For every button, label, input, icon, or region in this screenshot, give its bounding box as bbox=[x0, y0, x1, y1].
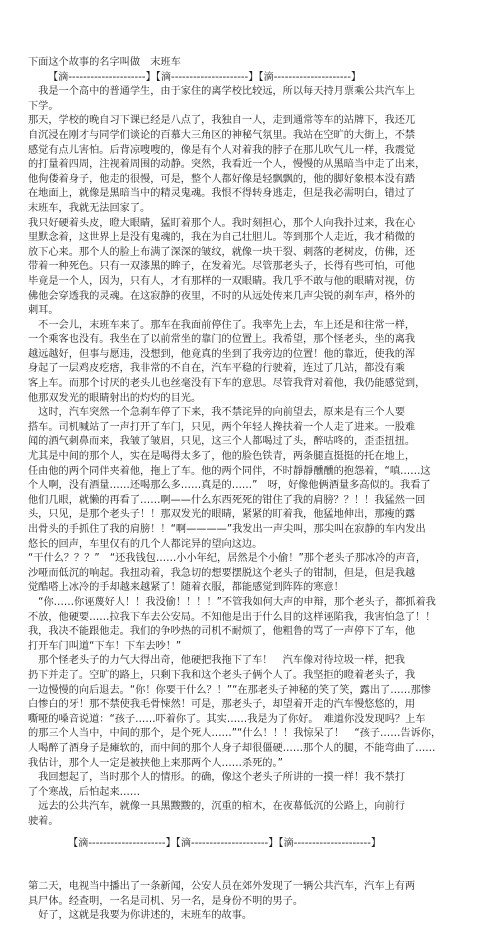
paragraph bbox=[28, 880, 474, 909]
text-line: 人喝醉了酒身子是瘫软的，而中间的那个人身子却很僵硬……那个人的腿，不能弯曲了…… bbox=[28, 742, 436, 754]
text-line: 扔下并走了。空旷的路上，只剩下我和这个老头子俩个人了。我坚拒的瞪着老头子，我 bbox=[28, 669, 416, 681]
text-line: 好了，这就是我要为你讲述的，末班车的故事。 bbox=[28, 910, 253, 922]
paragraph bbox=[28, 909, 474, 924]
paragraph bbox=[28, 800, 474, 829]
text-line: 客上车。而那个讨厌的老头儿也丝毫没有下车的意思。尽管我背对着他，我仍能感觉到， bbox=[28, 378, 426, 390]
text-line: 一个乘客也没有。我坐在了以前常坐的靠门的位置上。我希望，那个怪老头，坐的离我 bbox=[28, 334, 416, 346]
paragraph bbox=[28, 654, 474, 771]
paragraph bbox=[28, 85, 474, 114]
paragraph bbox=[28, 771, 474, 800]
text-line: 身起了一层鸡皮疙瘩，我非常的不自在，汽车平稳的行驶着，连过了几站，都没有乘 bbox=[28, 363, 405, 375]
text-line: 这时，汽车突然一个急刹车停了下来，我不禁诧异的向前望去，原来是有三个人要 bbox=[28, 407, 405, 419]
text-line: 刺耳。 bbox=[28, 305, 59, 317]
text-line: 沙哑而低沉的响起。我扭动着，我急切的想要摆脱这个老头子的钳制，但是，但是我越 bbox=[28, 567, 416, 579]
text-line: 里默念着，这世界上是没有鬼魂的，我在为自己壮胆儿。等到那个人走近，我才稍微的 bbox=[28, 232, 416, 244]
text-line: 驶着。 bbox=[28, 815, 59, 827]
text-line: 任由他的两个同伴夹着他，拖上了车。他的两个同伴，不时靜靜醺醺的抱怨着，“嗔……这 bbox=[28, 465, 431, 477]
text-line: 佛他会穿透我的灵魂。在这寂静的夜里，不时的从远处传来几声尖锐的刹车声，格外的 bbox=[28, 290, 416, 302]
text-line: 自沉浸在刚才与同学们谈论的百慕大三角区的神秘气氛里。我站在空旷的大街上，不禁 bbox=[28, 129, 416, 141]
text-line: 嘶哑的嗓音说道：“孩子……吓着你了。其实……我是为了你好。 难道你没发现吗？上车 bbox=[28, 713, 426, 725]
separator-top: 【滴---------------------】【滴---------------------】【滴---------------------】 bbox=[48, 71, 362, 83]
text-line: 远去的公共汽车，就像一具黑黢黢的，沉重的棺木，在夜幕低沉的公路上，向前行 bbox=[28, 801, 405, 813]
text-line: 个人啊，没有酒量……还喝那么多……真是的……” 呀，好像他俩酒量多高似的。我看了 bbox=[28, 480, 431, 492]
text-line: 头，只见，是那个老头子！！那双发光的眼睛，紧紧的盯着我，他猛地伸出，那瘦的露 bbox=[28, 509, 416, 521]
text-line: “你……你诬蔑好人！！我没偷！！！！”不管我如何大声的申辩，那个老头子，都抓着我 bbox=[28, 596, 436, 608]
text-line: “干什么？？？” “还我钱包……小小年纪，居然是个小偷！”那个老头子那冰冷的声音， bbox=[28, 553, 427, 565]
text-line: 我只好硬着头皮，瞪大眼睛，猛盯着那个人。我时刻担心，那个人向我扑过来，我在心 bbox=[28, 217, 416, 229]
text-line: 我估计，那个人一定是被挟他上来那两个人……杀死的。” bbox=[28, 757, 283, 769]
paragraph bbox=[28, 552, 474, 596]
text-line: 一边慢慢的向后退去。“你！你要干什么？！”“在那老头子神秘的笑了笑，露出了……那惨 bbox=[28, 684, 431, 696]
paragraph bbox=[28, 217, 474, 319]
text-line: 他那双发光的眼睛射出的灼灼的目光。 bbox=[28, 392, 202, 404]
text-line: 出骨头的手抓住了我的肩膀！！“啊————”我发出一声尖叫，那尖叫在寂静的车内发出 bbox=[28, 524, 426, 535]
text-line: 打开车门叫道“下车！下车去吵！” bbox=[28, 640, 182, 652]
text-line: 毕竟是一个人，因为，只有人，才有那样的一双眼睛。我几乎不敢与他的眼睛对视，仿 bbox=[28, 275, 416, 287]
text-line: 白惨白的牙！那不禁使我毛骨悚然！可是，那老头子，却望着开走的汽车慢悠悠的，用 bbox=[28, 699, 416, 711]
text-line: 的打量着四周，注视着周围的动静。突然，我看近一个人，慢慢的从黑暗当中走了出来， bbox=[28, 159, 426, 171]
text-line: 具尸体。经查明，一名是司机、另一名，是身份不明的男子。 bbox=[28, 895, 304, 907]
text-line: 感觉有点儿害怕。后背凉嗖嗖的，像是有个人对着我的脖子在那儿吹气儿一样，我震觉 bbox=[28, 144, 416, 156]
text-line: 越远越好，但事与愿违，没想到，他竟真的坐到了我旁边的位置！他的靠近，使我的浑 bbox=[28, 348, 416, 360]
text-line: 尤其是中间的那个人，实在是喝得太多了，他的脸色铁青，两条腿直挺挺的托在地上， bbox=[28, 451, 416, 463]
text-line: 我是一个高中的普通学生，由于家住的离学校比较远，所以每天持月票乘公共汽车上 bbox=[28, 86, 416, 98]
text-line: 觉酷嗒上冰冷的手却越来越紧了！随着衣服，都能感觉到阵阵的寒意！ bbox=[28, 582, 344, 594]
text-line: 放下心来。那个人的脸上布满了深深的皱纹，就像一块干裂、刺落的老树皮，仿佛，还 bbox=[28, 246, 416, 258]
text-line: 我，我决不能跟他走。我们的争吵热的司机不耐烦了，他粗鲁的骂了一声停下了车，他 bbox=[28, 626, 416, 638]
text-line: 我回想起了，当时那个人的情形。的确，像这个老头子所讲的一摸一样！我不禁打 bbox=[28, 772, 405, 784]
text-line: 下学。 bbox=[28, 100, 59, 112]
text-line: 了个寒战，后怕起来…… bbox=[28, 786, 141, 798]
text-line: 闻的酒气刺鼻而来，我皱了皱眉，只见，这三个人都喝过了头，醉咕咚的，歪歪扭扭。 bbox=[28, 436, 416, 448]
text-line: 的那三个人当中，中间的那个，是个死人……”“什么！！！我惊呆了！ “孩子……告诉你， bbox=[28, 728, 442, 740]
separator-bottom: 【滴---------------------】【滴---------------------】【滴---------------------】 bbox=[68, 838, 382, 850]
paragraph bbox=[28, 596, 474, 654]
text-line: 末班车，我就无法回家了。 bbox=[28, 202, 151, 214]
text-line: 那个怪老头子的力气大得出奇，他硬把我拖下了车！ 汽车像对待垃圾一样，把我 bbox=[28, 655, 405, 667]
text-line: 他们几眼，就懒的再看了……啊——什么东西死死的钳住了我的肩膀？？！！我猛然一回 bbox=[28, 494, 426, 506]
paragraph bbox=[28, 319, 474, 407]
text-line: 搭车。司机喊站了一声打开了车门，只见，两个年轻人搀扶着一个人走了进来。一股难 bbox=[28, 421, 416, 433]
text-line: 带着一种死色。只有一双漆黑的眸子，在发着光。尽管那老头子，长得有些可怕，可他 bbox=[28, 261, 416, 273]
text-line: 第二天，电视当中播出了一条新闻，公安人员在郊外发现了一辆公共汽车，汽车上有两 bbox=[28, 881, 416, 893]
text-line: 不放，他硬要……拉我下车去公安局。不知他是出于什么目的这样诬陷我，我害怕急了！！ bbox=[28, 611, 436, 623]
text-line: 在地面上，就像是黑暗当中的精灵鬼魂。我恨不得转身逃走，但是我必需明白，错过了 bbox=[28, 188, 416, 200]
text-line: 他佝偻着身子，他走的很慢，可是，整个人都好像是轻飘飘的，他的脚好象根本没有踏 bbox=[28, 173, 416, 185]
text-line: 不一会儿，末班车来了。那车在我面前停住了。我率先上去，车上还是和往常一样， bbox=[28, 319, 416, 331]
story-title: 下面这个故事的名字叫做 末班车 bbox=[28, 57, 181, 68]
paragraph bbox=[28, 406, 474, 552]
text-line: 那天，学校的晚自习下课已经是八点了，我独自一人，走到通常等车的站牌下，我还兀 bbox=[28, 115, 416, 127]
text-line: 悠长的回声，车里仅有的几个人都诧异的望向这边。 bbox=[28, 538, 263, 550]
paragraph bbox=[28, 114, 474, 216]
